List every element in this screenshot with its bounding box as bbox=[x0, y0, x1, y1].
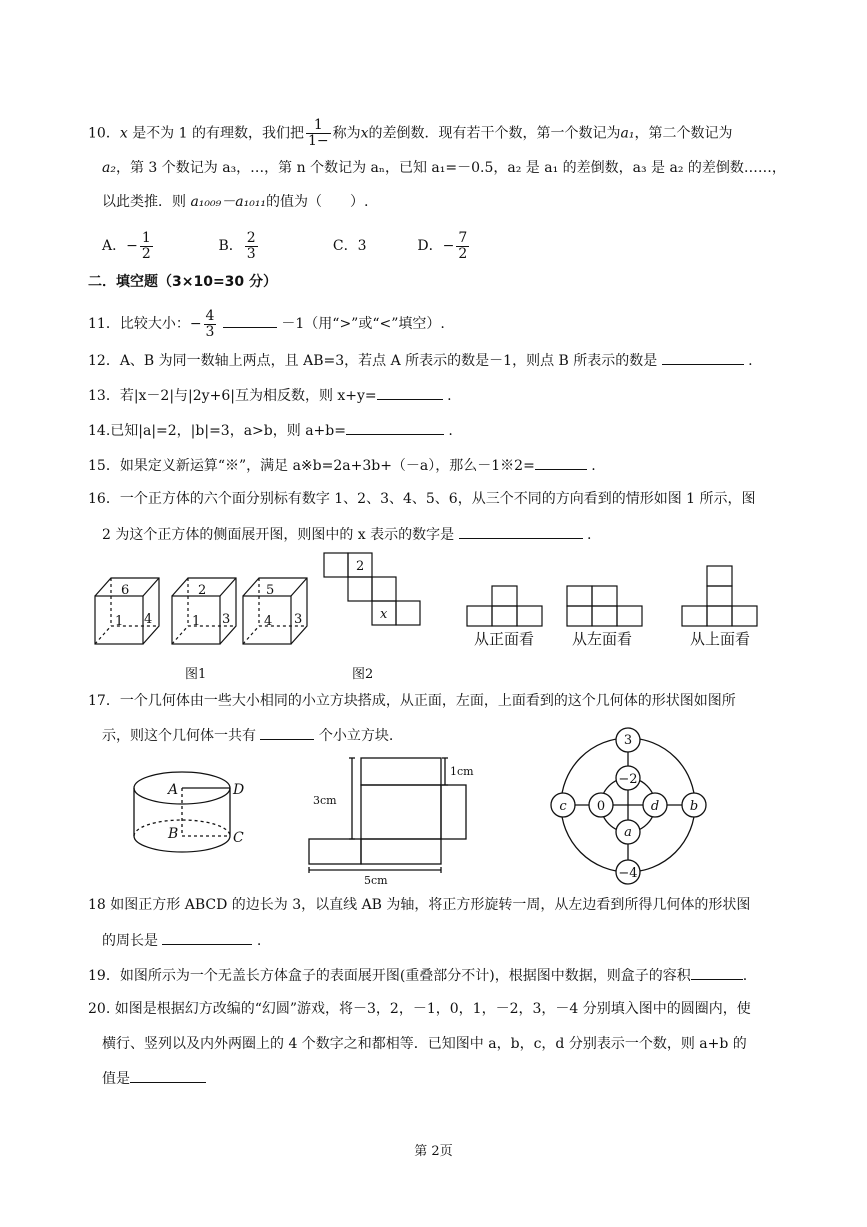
option-d: D．− $\frac{7}{2}$ bbox=[417, 229, 468, 262]
circle-c: c bbox=[559, 799, 567, 814]
caption-fig2: 图2 bbox=[352, 667, 374, 682]
caption-top: 从上面看 bbox=[690, 630, 751, 648]
label-D: D bbox=[233, 782, 245, 798]
answer-blank bbox=[346, 420, 444, 435]
answer-blank bbox=[162, 930, 252, 945]
label-B: B bbox=[168, 826, 179, 842]
q18-line1: 18 如图正方形 ABCD 的边长为 3，以直线 AB 为轴，将正方形旋转一周，从左边看到所得几何体的形状图 bbox=[88, 897, 751, 913]
circle-m4: −4 bbox=[618, 866, 638, 881]
caption-fig1: 图1 bbox=[185, 667, 207, 682]
circle-b: b bbox=[689, 799, 699, 814]
answer-blank bbox=[662, 350, 744, 365]
q19: 19．如图所示为一个无盖长方体盒子的表面展开图(重叠部分不计)，根据图中数据，则盒子的容积 . bbox=[88, 965, 747, 986]
answer-blank bbox=[377, 385, 443, 400]
q10-line3: 以此类推．则 a₁₀₀₉－a₁₀₁₁的值为（ ）. bbox=[102, 194, 369, 210]
option-a: A．− $\frac{1}{2}$ bbox=[102, 229, 151, 262]
option-b: B． $\frac{2}{3}$ bbox=[218, 229, 256, 262]
q11: 11．比较大小：− $\frac{4}{3}$ －1（用“>”或“<”填空）. bbox=[88, 307, 445, 340]
cube-net bbox=[324, 553, 420, 625]
cube-3 bbox=[243, 578, 307, 644]
option-c: C．3 bbox=[332, 238, 367, 254]
caption-front: 从正面看 bbox=[474, 630, 535, 648]
cube2-top: 2 bbox=[198, 583, 207, 598]
label-A: A bbox=[168, 782, 179, 798]
cube3-front: 4 bbox=[264, 614, 273, 629]
net-label-x: x bbox=[380, 607, 388, 622]
q16-line1: 16．一个正方体的六个面分别标有数字 1、2、3、4、5、6，从三个不同的方向看到的情形如图 1 所示，图 bbox=[88, 491, 756, 507]
dim-5cm: 5cm bbox=[364, 874, 388, 887]
cylinder bbox=[134, 772, 230, 852]
answer-blank bbox=[691, 965, 743, 980]
cube3-top: 5 bbox=[266, 583, 275, 598]
q13: 13．若|x－2|与|2y+6|互为相反数，则 x+y= . bbox=[88, 385, 452, 406]
magic-circle bbox=[561, 738, 695, 872]
dim-1cm: 1cm bbox=[450, 765, 474, 778]
label-C: C bbox=[233, 830, 244, 846]
q20-line1: 20. 如图是根据幻方改编的“幻圆”游戏，将－3，2，－1，0，1，－2，3，－4 分别填入图中的圆圈内，使 bbox=[88, 1001, 751, 1017]
caption-left: 从左面看 bbox=[572, 630, 633, 648]
q18-line2: 的周长是 . bbox=[102, 930, 261, 951]
page-number: 第 2页 bbox=[414, 1144, 453, 1159]
answer-blank bbox=[535, 455, 587, 470]
q20-line2: 横行、竖列以及内外两圈上的 4 个数字之和都相等．已知图中 a，b，c，d 分别表示一个数，则 a+b 的 bbox=[102, 1036, 747, 1052]
cube2-front: 1 bbox=[192, 614, 201, 629]
dim-3cm: 3cm bbox=[313, 794, 337, 807]
q20-line3: 值是 bbox=[102, 1068, 206, 1089]
answer-blank bbox=[223, 313, 277, 328]
q17-line1: 17．一个几何体由一些大小相同的小立方块搭成，从正面，左面，上面看到的这个几何体的形状图如图所 bbox=[88, 693, 736, 709]
cube1-top: 6 bbox=[121, 583, 130, 598]
circle-a: a bbox=[624, 825, 632, 840]
section-heading: 二．填空题（3×10=30 分） bbox=[88, 274, 278, 290]
cube2-side: 3 bbox=[222, 612, 231, 627]
q10-line1: 10．x 是不为 1 的有理数，我们把 $\frac{1}{1-}$ 称为x的差倒数．现有若干个数，第一个数记为a₁，第二个数记为 bbox=[88, 117, 733, 149]
q12: 12．A、B 为同一数轴上两点，且 AB=3，若点 A 所表示的数是－1，则点 B 所表示的数是 . bbox=[88, 350, 753, 371]
circle-m2: −2 bbox=[618, 772, 638, 787]
answer-blank bbox=[459, 524, 583, 539]
q10-line2: a₂，第 3 个数记为 a₃，…，第 n 个数记为 aₙ，已知 a₁=－0.5，a₂ 是 a₁ 的差倒数，a₃ 是 a₂ 的差倒数……， bbox=[102, 160, 786, 176]
box-net bbox=[309, 758, 466, 873]
cube1-side: 4 bbox=[144, 612, 153, 627]
q10-options bbox=[102, 230, 471, 262]
answer-blank bbox=[260, 725, 314, 740]
cube1-front: 1 bbox=[115, 614, 124, 629]
answer-blank bbox=[130, 1068, 206, 1083]
cube3-side: 3 bbox=[294, 612, 303, 627]
circle-d: d bbox=[650, 799, 660, 814]
q16-line2: 2 为这个正方体的侧面展开图，则图中的 x 表示的数字是 . bbox=[102, 524, 592, 545]
figure-row-1 bbox=[0, 548, 867, 688]
net-label-2: 2 bbox=[356, 559, 365, 574]
left-view bbox=[567, 586, 642, 626]
front-view bbox=[467, 586, 542, 626]
q14: 14.已知|a|=2，|b|=3，a>b，则 a+b= . bbox=[88, 420, 453, 441]
circle-top: 3 bbox=[623, 733, 633, 748]
top-view bbox=[682, 566, 757, 626]
q17-line2: 示，则这个几何体一共有 个小立方块. bbox=[102, 725, 393, 746]
q10-fraction: $\frac{1}{1-}$ bbox=[308, 117, 329, 149]
q15: 15．如果定义新运算“※”，满足 a※b=2a+3b+（－a），那么－1※2= . bbox=[88, 455, 596, 476]
circle-0: 0 bbox=[596, 799, 606, 814]
